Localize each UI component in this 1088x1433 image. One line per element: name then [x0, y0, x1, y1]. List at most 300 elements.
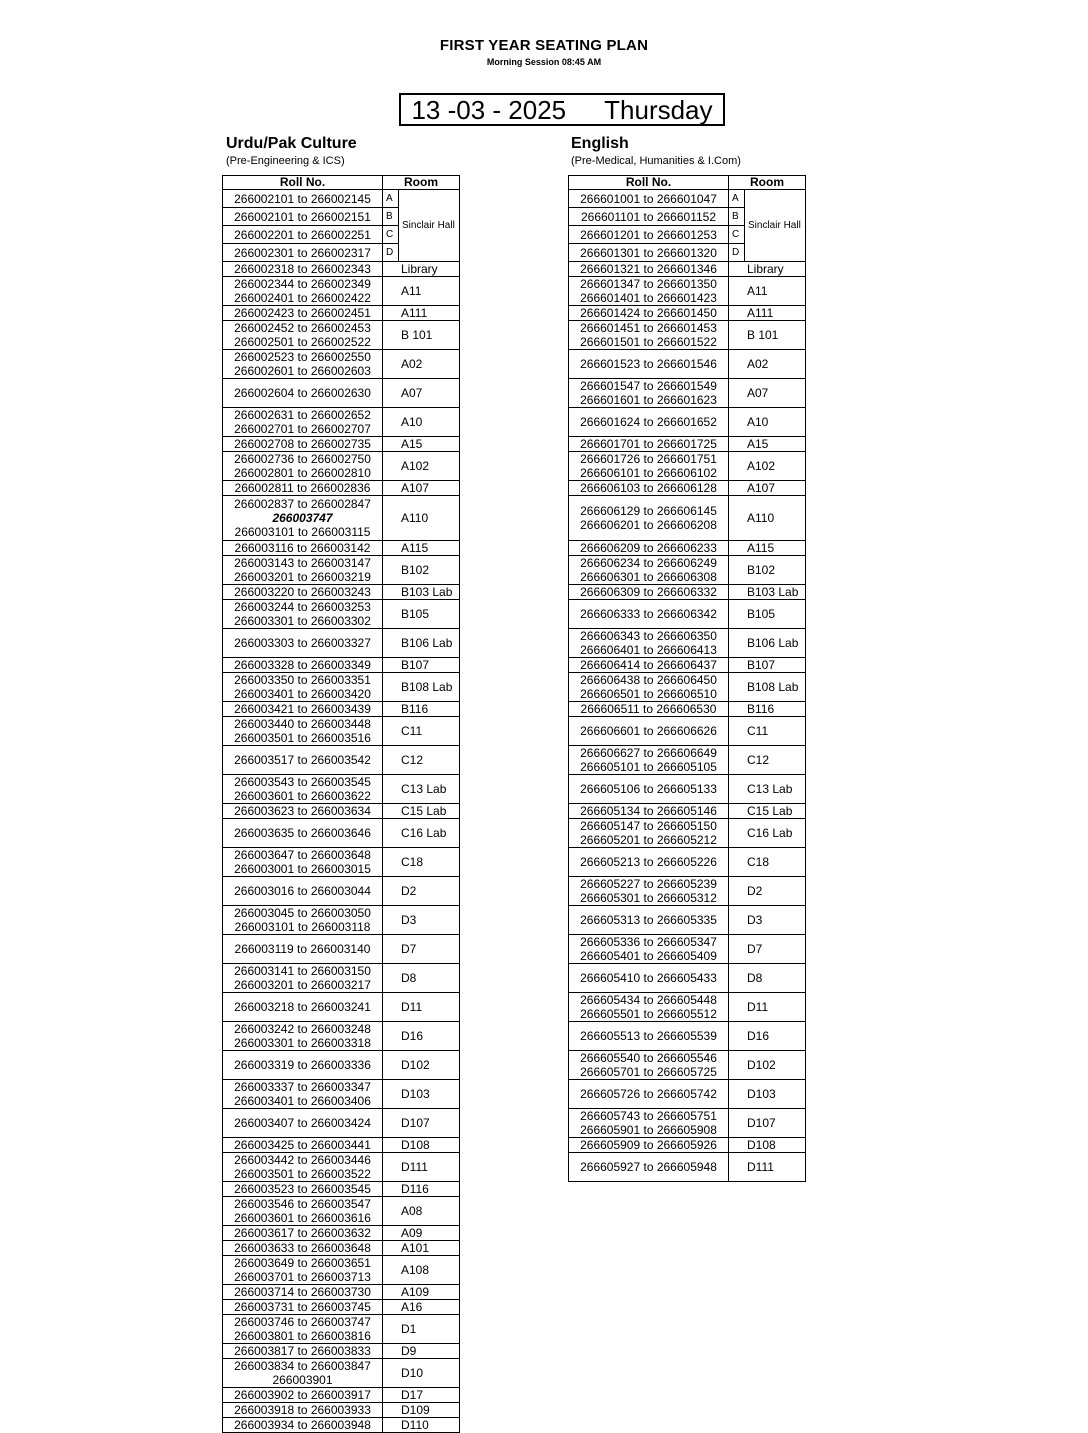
- room-name: D1: [383, 1315, 460, 1344]
- room-name: A11: [383, 277, 460, 306]
- room-name: A107: [729, 481, 806, 496]
- table-row: [223, 717, 460, 746]
- table-row: [569, 437, 806, 452]
- table-row: [223, 321, 460, 350]
- roll-range-cell: [223, 717, 383, 746]
- roll-range-cell: [223, 804, 383, 819]
- roll-range-cell: [569, 1109, 729, 1138]
- roll-range: 266003543 to 266003545: [234, 775, 371, 789]
- table-row: [223, 1080, 460, 1109]
- roll-range-cell: [223, 1285, 383, 1300]
- roll-range: 266002401 to 266002422: [234, 291, 371, 305]
- roll-range-cell: [223, 935, 383, 964]
- roll-range-cell: [223, 1022, 383, 1051]
- roll-range-cell: [569, 819, 729, 848]
- roll-range: 266003918 to 266003933: [234, 1403, 371, 1417]
- roll-range: 266002801 to 266002810: [234, 466, 371, 480]
- roll-range: 266003731 to 266003745: [234, 1300, 371, 1314]
- roll-range-cell: [223, 496, 383, 541]
- roll-range: 266601347 to 266601350: [580, 277, 717, 291]
- roll-range: 266605540 to 266605546: [580, 1051, 717, 1065]
- room-name: B102: [383, 556, 460, 585]
- room-name: A115: [383, 541, 460, 556]
- table-row: [223, 1418, 460, 1433]
- room-name: D110: [383, 1418, 460, 1433]
- room-name: B102: [729, 556, 806, 585]
- roll-range: 266605909 to 266605926: [580, 1138, 717, 1152]
- table-row: [223, 993, 460, 1022]
- table-row: [569, 306, 806, 321]
- room-name: B116: [729, 702, 806, 717]
- roll-range: 266605701 to 266605725: [580, 1065, 717, 1079]
- table-row: [569, 321, 806, 350]
- room-name: B116: [383, 702, 460, 717]
- room-name: D111: [729, 1153, 806, 1182]
- roll-range-cell: [223, 775, 383, 804]
- table-row: [223, 350, 460, 379]
- exam-date: 13 -03 - 2025: [411, 94, 567, 125]
- room-name: A107: [383, 481, 460, 496]
- roll-range: 266601101 to 266601152: [569, 208, 729, 226]
- roll-range-cell: [223, 481, 383, 496]
- table-row: [569, 1080, 806, 1109]
- room-name: D108: [383, 1138, 460, 1153]
- roll-range: 266002201 to 266002251: [223, 226, 383, 244]
- roll-range: 266003425 to 266003441: [234, 1138, 371, 1152]
- roll-range-cell: [569, 993, 729, 1022]
- room-name: A111: [729, 306, 806, 321]
- room-name: C18: [383, 848, 460, 877]
- roll-range-cell: [223, 993, 383, 1022]
- roll-range: 266606343 to 266606350: [580, 629, 717, 643]
- roll-range: 266003817 to 266003833: [234, 1344, 371, 1358]
- table-row: [223, 1022, 460, 1051]
- table-row: [223, 1256, 460, 1285]
- roll-range: 266606333 to 266606342: [580, 607, 717, 621]
- room-name: A08: [383, 1197, 460, 1226]
- roll-range-cell: [223, 1315, 383, 1344]
- roll-range: 266601601 to 266601623: [580, 393, 717, 407]
- roll-range-cell: [223, 541, 383, 556]
- roll-range: 266605301 to 266605312: [580, 891, 717, 905]
- roll-range-cell: [569, 585, 729, 600]
- roll-range: 266003501 to 266003516: [234, 731, 371, 745]
- right-seating-table: [568, 175, 806, 1182]
- session-label: Morning Session 08:45 AM: [486, 57, 602, 67]
- roll-range: 266601424 to 266601450: [580, 306, 717, 320]
- roll-range-cell: [223, 1418, 383, 1433]
- roll-range-cell: [569, 262, 729, 277]
- room-name: D103: [729, 1080, 806, 1109]
- table-row: [569, 496, 806, 541]
- roll-range: 266003701 to 266003713: [234, 1270, 371, 1284]
- roll-range: 266003401 to 266003420: [234, 687, 371, 701]
- roll-range: 266601624 to 266601652: [580, 415, 717, 429]
- room-name: A102: [383, 452, 460, 481]
- room-name: B106 Lab: [383, 629, 460, 658]
- roll-no-header: Roll No.: [223, 176, 383, 190]
- room-name: A110: [729, 496, 806, 541]
- table-row: [569, 379, 806, 408]
- roll-range: 266003747: [272, 511, 333, 525]
- room-name: D9: [383, 1344, 460, 1359]
- room-name: D7: [383, 935, 460, 964]
- roll-range-cell: [569, 906, 729, 935]
- roll-range-cell: [223, 702, 383, 717]
- table-row: [223, 1138, 460, 1153]
- table-row: [569, 993, 806, 1022]
- roll-range: 266605726 to 266605742: [580, 1087, 717, 1101]
- table-row: [223, 1285, 460, 1300]
- roll-range-cell: [569, 775, 729, 804]
- roll-range: 266601523 to 266601546: [580, 357, 717, 371]
- roll-range: 266601701 to 266601725: [580, 437, 717, 451]
- roll-range: 266606301 to 266606308: [580, 570, 717, 584]
- roll-range-cell: [223, 1182, 383, 1197]
- roll-range: 266003421 to 266003439: [234, 702, 371, 716]
- room-name: D108: [729, 1138, 806, 1153]
- table-row: [223, 481, 460, 496]
- section-letter: B: [383, 208, 399, 226]
- roll-range: 266003319 to 266003336: [234, 1058, 371, 1072]
- roll-range-cell: [223, 673, 383, 702]
- room-name: A111: [383, 306, 460, 321]
- roll-range-cell: [223, 1359, 383, 1388]
- room-name: C13 Lab: [729, 775, 806, 804]
- room-name: C16 Lab: [729, 819, 806, 848]
- roll-range-cell: [223, 1080, 383, 1109]
- room-name: A02: [729, 350, 806, 379]
- table-row: [223, 1241, 460, 1256]
- roll-range: 266601547 to 266601549: [580, 379, 717, 393]
- table-row: [569, 1022, 806, 1051]
- roll-range-cell: [223, 906, 383, 935]
- table-row: [569, 775, 806, 804]
- room-name: C12: [383, 746, 460, 775]
- roll-range-cell: [569, 877, 729, 906]
- roll-range: 266002701 to 266002707: [234, 422, 371, 436]
- roll-range: 266002101 to 266002145: [223, 190, 383, 208]
- table-row: [569, 452, 806, 481]
- room-name: B108 Lab: [729, 673, 806, 702]
- table-row: [223, 437, 460, 452]
- roll-range: 266606401 to 266606413: [580, 643, 717, 657]
- table-row: [223, 262, 460, 277]
- date-box: [399, 93, 725, 126]
- roll-range: 266605901 to 266605908: [580, 1123, 717, 1137]
- roll-range-cell: [569, 277, 729, 306]
- roll-range: 266002501 to 266002522: [234, 335, 371, 349]
- roll-range-cell: [569, 408, 729, 437]
- table-row: [569, 481, 806, 496]
- table-row: [223, 877, 460, 906]
- table-row: [569, 277, 806, 306]
- table-row: [223, 190, 460, 208]
- room-name: A09: [383, 1226, 460, 1241]
- roll-range: 266601451 to 266601453: [580, 321, 717, 335]
- table-row: [569, 1153, 806, 1182]
- roll-range: 266003601 to 266003616: [234, 1211, 371, 1225]
- roll-range: 266003001 to 266003015: [234, 862, 371, 876]
- roll-range: 266003407 to 266003424: [234, 1116, 371, 1130]
- room-name: C15 Lab: [729, 804, 806, 819]
- room-name: D116: [383, 1182, 460, 1197]
- roll-range: 266003141 to 266003150: [234, 964, 371, 978]
- room-name: D8: [729, 964, 806, 993]
- roll-range: 266002523 to 266002550: [234, 350, 371, 364]
- roll-range-cell: [223, 1300, 383, 1315]
- roll-range: 266003442 to 266003446: [234, 1153, 371, 1167]
- roll-range-cell: [223, 277, 383, 306]
- table-row: [569, 585, 806, 600]
- roll-range: 266601501 to 266601522: [580, 335, 717, 349]
- roll-range: 266606511 to 266606530: [580, 702, 717, 716]
- table-row: [223, 702, 460, 717]
- roll-range: 266003649 to 266003651: [234, 1256, 371, 1270]
- room-name: D3: [729, 906, 806, 935]
- room-name: A16: [383, 1300, 460, 1315]
- room-name: D11: [383, 993, 460, 1022]
- section-letter: D: [729, 244, 745, 262]
- roll-range: 266003517 to 266003542: [234, 753, 371, 767]
- room-name: B108 Lab: [383, 673, 460, 702]
- table-row: [223, 1153, 460, 1182]
- roll-range: 266605434 to 266605448: [580, 993, 717, 1007]
- room-name: A102: [729, 452, 806, 481]
- table-row: [223, 673, 460, 702]
- roll-range-cell: [223, 658, 383, 673]
- table-row: [569, 717, 806, 746]
- roll-range-cell: [223, 408, 383, 437]
- table-row: [569, 600, 806, 629]
- roll-range: 266002811 to 266002836: [234, 481, 371, 495]
- room-name: C11: [729, 717, 806, 746]
- room-name: A109: [383, 1285, 460, 1300]
- roll-range: 266003116 to 266003142: [234, 541, 371, 555]
- roll-range-cell: [569, 437, 729, 452]
- roll-range-cell: [569, 306, 729, 321]
- room-name: A110: [383, 496, 460, 541]
- roll-range: 266002301 to 266002317: [223, 244, 383, 262]
- table-row: [569, 658, 806, 673]
- roll-range: 266003350 to 266003351: [234, 673, 371, 687]
- roll-range: 266605201 to 266605212: [580, 833, 717, 847]
- table-row: [569, 541, 806, 556]
- room-name: A11: [729, 277, 806, 306]
- room-name: C13 Lab: [383, 775, 460, 804]
- roll-range-cell: [223, 877, 383, 906]
- roll-range: 266003633 to 266003648: [234, 1241, 371, 1255]
- roll-range: 266606309 to 266606332: [580, 585, 717, 599]
- roll-range: 266003101 to 266003118: [234, 920, 371, 934]
- roll-range: 266606627 to 266606649: [580, 746, 717, 760]
- roll-range: 266003623 to 266003634: [234, 804, 371, 818]
- roll-range: 266601301 to 266601320: [569, 244, 729, 262]
- table-row: [569, 629, 806, 658]
- roll-range: 266002452 to 266002453: [234, 321, 371, 335]
- roll-range-cell: [569, 541, 729, 556]
- roll-range: 266606501 to 266606510: [580, 687, 717, 701]
- roll-range: 266003301 to 266003318: [234, 1036, 371, 1050]
- roll-range-cell: [569, 321, 729, 350]
- roll-range-cell: [223, 437, 383, 452]
- room-name: C12: [729, 746, 806, 775]
- room-name: C16 Lab: [383, 819, 460, 848]
- room-name: A15: [383, 437, 460, 452]
- roll-range-cell: [569, 848, 729, 877]
- roll-range-cell: [223, 1241, 383, 1256]
- section-letter: C: [729, 226, 745, 244]
- roll-range: 266601321 to 266601346: [580, 262, 717, 276]
- roll-range-cell: [223, 1388, 383, 1403]
- roll-range-cell: [569, 935, 729, 964]
- room-name: B103 Lab: [383, 585, 460, 600]
- table-row: [569, 1109, 806, 1138]
- table-row: [223, 1359, 460, 1388]
- roll-range: 266002708 to 266002735: [234, 437, 371, 451]
- table-row: [569, 190, 806, 208]
- roll-range-cell: [569, 600, 729, 629]
- roll-range: 266003242 to 266003248: [234, 1022, 371, 1036]
- roll-range: 266003901: [272, 1373, 333, 1387]
- roll-range-cell: [223, 1109, 383, 1138]
- roll-range-cell: [223, 585, 383, 600]
- table-row: [569, 408, 806, 437]
- roll-range: 266605743 to 266605751: [580, 1109, 717, 1123]
- room-name: D10: [383, 1359, 460, 1388]
- room-name: D109: [383, 1403, 460, 1418]
- room-name: A07: [729, 379, 806, 408]
- roll-range: 266605336 to 266605347: [580, 935, 717, 949]
- right-stream-label: (Pre-Medical, Humanities & I.Com): [571, 155, 741, 167]
- section-letter: C: [383, 226, 399, 244]
- room-name: D107: [729, 1109, 806, 1138]
- room-name: D7: [729, 935, 806, 964]
- roll-range: 266601726 to 266601751: [580, 452, 717, 466]
- roll-range: 266605147 to 266605150: [580, 819, 717, 833]
- room-header: Room: [383, 176, 460, 190]
- room-name: A101: [383, 1241, 460, 1256]
- roll-range-cell: [569, 964, 729, 993]
- roll-range-cell: [223, 848, 383, 877]
- room-name: B 101: [729, 321, 806, 350]
- table-row: [223, 408, 460, 437]
- roll-range: 266003501 to 266003522: [234, 1167, 371, 1181]
- roll-range: 266002101 to 266002151: [223, 208, 383, 226]
- roll-range-cell: [223, 350, 383, 379]
- table-row: [569, 262, 806, 277]
- room-name: D16: [383, 1022, 460, 1051]
- table-row: [223, 1300, 460, 1315]
- roll-range: 266003119 to 266003140: [234, 942, 371, 956]
- roll-range: 266003337 to 266003347: [234, 1080, 371, 1094]
- room-name: Library: [729, 262, 806, 277]
- roll-range: 266003201 to 266003217: [234, 978, 371, 992]
- table-row: [223, 1197, 460, 1226]
- table-row: [223, 379, 460, 408]
- roll-range: 266003218 to 266003241: [234, 1000, 371, 1014]
- roll-range: 266605213 to 266605226: [580, 855, 717, 869]
- roll-range-cell: [569, 1138, 729, 1153]
- roll-range: 266002423 to 266002451: [234, 306, 371, 320]
- roll-range-cell: [223, 452, 383, 481]
- roll-range: 266606601 to 266606626: [580, 724, 717, 738]
- roll-range: 266605227 to 266605239: [580, 877, 717, 891]
- section-letter: A: [729, 190, 745, 208]
- table-row: [569, 906, 806, 935]
- table-row: [223, 1388, 460, 1403]
- roll-range-cell: [223, 819, 383, 848]
- table-row: [223, 935, 460, 964]
- section-letter: B: [729, 208, 745, 226]
- roll-range: 266002604 to 266002630: [234, 386, 371, 400]
- roll-range: 266003201 to 266003219: [234, 570, 371, 584]
- roll-range: 266002344 to 266002349: [234, 277, 371, 291]
- table-row: [569, 1138, 806, 1153]
- roll-range: 266606438 to 266606450: [580, 673, 717, 687]
- table-row: [223, 1226, 460, 1241]
- room-name: D17: [383, 1388, 460, 1403]
- roll-range-cell: [223, 600, 383, 629]
- room-name: D11: [729, 993, 806, 1022]
- room-name: D8: [383, 964, 460, 993]
- room-name: A10: [383, 408, 460, 437]
- table-row: [223, 775, 460, 804]
- table-row: [223, 819, 460, 848]
- roll-range: 266003045 to 266003050: [234, 906, 371, 920]
- table-row: [223, 906, 460, 935]
- roll-range-cell: [223, 306, 383, 321]
- table-row: [223, 1109, 460, 1138]
- roll-range-cell: [569, 629, 729, 658]
- roll-range: 266003601 to 266003622: [234, 789, 371, 803]
- table-row: [223, 496, 460, 541]
- roll-range: 266003016 to 266003044: [234, 884, 371, 898]
- roll-range: 266003523 to 266003545: [234, 1182, 371, 1196]
- table-row: [223, 1403, 460, 1418]
- table-row: [569, 350, 806, 379]
- roll-range: 266003834 to 266003847: [234, 1359, 371, 1373]
- roll-range: 266003635 to 266003646: [234, 826, 371, 840]
- roll-range-cell: [223, 1138, 383, 1153]
- left-subject-title: Urdu/Pak Culture: [226, 135, 357, 152]
- room-name: B106 Lab: [729, 629, 806, 658]
- room-name: C11: [383, 717, 460, 746]
- roll-range-cell: [223, 1256, 383, 1285]
- roll-range-cell: [223, 556, 383, 585]
- roll-range-cell: [569, 673, 729, 702]
- roll-range: 266606103 to 266606128: [580, 481, 717, 495]
- roll-range: 266003617 to 266003632: [234, 1226, 371, 1240]
- table-row: [223, 277, 460, 306]
- roll-range: 266605134 to 266605146: [580, 804, 717, 818]
- roll-range: 266002631 to 266002652: [234, 408, 371, 422]
- table-row: [569, 556, 806, 585]
- roll-range-cell: [569, 1153, 729, 1182]
- roll-range: 266002736 to 266002750: [234, 452, 371, 466]
- left-seating-table: [222, 175, 460, 1433]
- room-name: B107: [383, 658, 460, 673]
- roll-range: 266605101 to 266605105: [580, 760, 717, 774]
- room-name: B105: [383, 600, 460, 629]
- table-row: [569, 673, 806, 702]
- roll-range-cell: [569, 556, 729, 585]
- table-row: [223, 804, 460, 819]
- roll-range: 266605410 to 266605433: [580, 971, 717, 985]
- table-row: [223, 629, 460, 658]
- room-name: Library: [383, 262, 460, 277]
- room-name: B105: [729, 600, 806, 629]
